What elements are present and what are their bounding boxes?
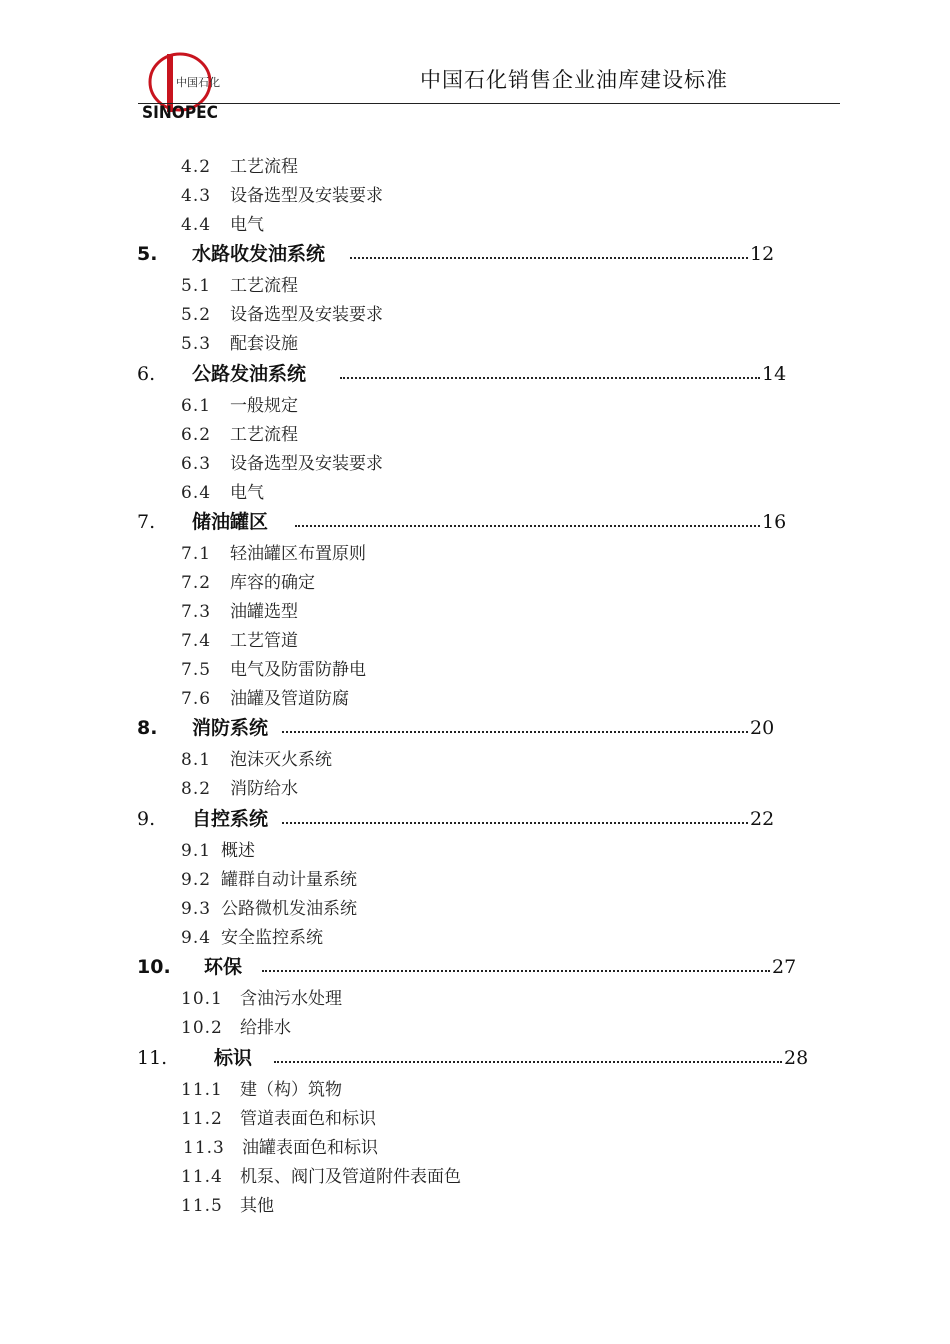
toc-dot-leader [340,377,760,379]
toc-subsection-title: 电气及防雷防静电 [230,660,366,680]
toc-number: 8.1 [181,750,212,770]
toc-subsection-title: 工艺流程 [230,157,298,177]
toc-subsection-title: 轻油罐区布置原则 [230,544,366,564]
toc-number: 7. [137,511,156,533]
toc-number: 9.1 [181,841,212,861]
toc-number: 6.4 [181,483,212,503]
toc-section-title: 自控系统 [192,808,269,830]
toc-subsection-title: 油罐表面色和标识 [242,1138,378,1158]
toc-number: 9. [137,808,156,830]
toc-page-number: 22 [750,808,775,830]
toc-subsection-title: 设备选型及安装要求 [230,305,383,325]
toc-subsection-title: 公路微机发油系统 [221,899,357,919]
toc-number: 6.2 [181,425,212,445]
toc-subsection-title: 电气 [230,215,264,235]
toc-subsection-title: 电气 [230,483,264,503]
toc-subsection-title: 工艺管道 [230,631,298,651]
toc-number: 10. [137,956,171,978]
toc-number: 6.1 [181,396,212,416]
toc-page-number: 14 [762,363,787,385]
toc-section-title: 消防系统 [192,717,269,739]
toc-section-title: 水路收发油系统 [192,243,326,265]
header-rule [138,103,840,104]
toc-subsection-title: 工艺流程 [230,276,298,296]
toc-number: 7.2 [181,573,212,593]
toc-number: 9.4 [181,928,212,948]
toc-subsection-title: 消防给水 [230,779,298,799]
toc-dot-leader [295,525,760,527]
toc-number: 11.2 [181,1109,223,1129]
toc-number: 6.3 [181,454,212,474]
toc-subsection-title: 油罐选型 [230,602,298,622]
toc-dot-leader [282,731,748,733]
toc-subsection-title: 泡沫灭火系统 [230,750,332,770]
toc-subsection-title: 建（构）筑物 [240,1080,342,1100]
logo-en-text: SINOPEC [142,103,218,122]
toc-subsection-title: 设备选型及安装要求 [230,186,383,206]
toc-number: 7.6 [181,689,212,709]
toc-number: 11.1 [181,1080,223,1100]
toc-number: 7.4 [181,631,212,651]
toc-subsection-title: 安全监控系统 [221,928,323,948]
toc-dot-leader [274,1061,782,1063]
sinopec-logo [140,50,220,122]
toc-number: 9.2 [181,870,212,890]
toc-section-title: 标识 [214,1047,253,1069]
toc-number: 11.5 [181,1196,223,1216]
toc-number: 7.1 [181,544,212,564]
toc-dot-leader [262,970,770,972]
toc-number: 5. [137,243,158,265]
toc-number: 6. [137,363,156,385]
logo-cn-text: 中国石化 [176,76,220,89]
document-header-title: 中国石化销售企业油库建设标准 [420,68,728,92]
toc-number: 7.5 [181,660,212,680]
toc-subsection-title: 给排水 [240,1018,291,1038]
toc-number: 10.1 [181,989,223,1009]
toc-dot-leader [350,257,748,259]
toc-number: 5.3 [181,334,212,354]
toc-section-title: 储油罐区 [192,511,269,533]
toc-number: 9.3 [181,899,212,919]
toc-page-number: 27 [772,956,797,978]
toc-subsection-title: 设备选型及安装要求 [230,454,383,474]
toc-number: 4.3 [181,186,212,206]
sinopec-logo-icon [140,50,220,122]
toc-subsection-title: 油罐及管道防腐 [230,689,349,709]
toc-section-title: 环保 [204,956,243,978]
toc-page-number: 12 [750,243,775,265]
toc-number: 5.1 [181,276,212,296]
toc-subsection-title: 含油污水处理 [240,989,342,1009]
toc-number: 8. [137,717,158,739]
toc-number: 4.2 [181,157,212,177]
toc-subsection-title: 库容的确定 [230,573,315,593]
toc-subsection-title: 一般规定 [230,396,298,416]
toc-subsection-title: 管道表面色和标识 [240,1109,376,1129]
toc-subsection-title: 罐群自动计量系统 [221,870,357,890]
toc-number: 7.3 [181,602,212,622]
toc-subsection-title: 概述 [221,841,255,861]
toc-subsection-title: 配套设施 [230,334,298,354]
toc-number: 11. [137,1047,168,1069]
toc-page-number: 28 [784,1047,809,1069]
toc-number: 5.2 [181,305,212,325]
toc-subsection-title: 其他 [240,1196,274,1216]
toc-page-number: 20 [750,717,775,739]
toc-subsection-title: 工艺流程 [230,425,298,445]
toc-number: 8.2 [181,779,212,799]
toc-number: 10.2 [181,1018,223,1038]
toc-subsection-title: 机泵、阀门及管道附件表面色 [240,1167,461,1187]
toc-number: 11.4 [181,1167,223,1187]
toc-dot-leader [282,822,748,824]
toc-section-title: 公路发油系统 [192,363,307,385]
toc-number: 4.4 [181,215,212,235]
toc-page-number: 16 [762,511,787,533]
toc-number: 11.3 [183,1138,225,1158]
